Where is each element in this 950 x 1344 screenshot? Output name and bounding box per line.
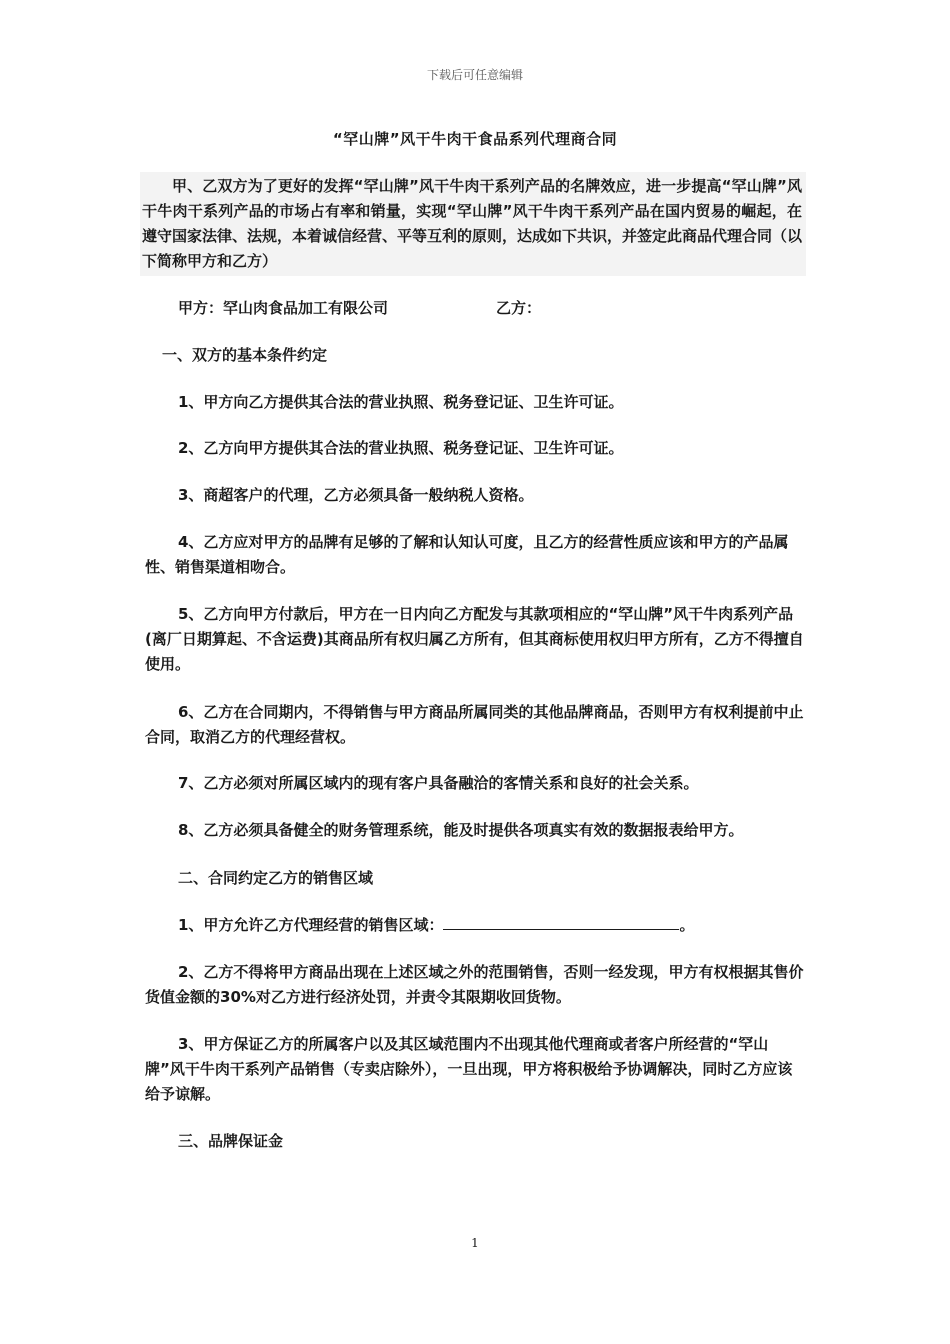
section3-heading: 三、品牌保证金 xyxy=(178,1132,284,1150)
section2-item-1-suffix: 。 xyxy=(679,916,695,934)
header-note: 下载后可任意编辑 xyxy=(426,68,523,82)
sales-region-blank xyxy=(443,915,679,930)
section2-item-1-prefix: 1、甲方允许乙方代理经营的销售区域： xyxy=(178,916,444,934)
section2-item-2: 2、乙方不得将甲方商品出现在上述区域之外的范围销售，否则一经发现，甲方有权根据其售价货值金额的30%对乙方进行经济处罚，并责令其限期收回货物。 xyxy=(145,963,804,1006)
section1-item-5: 5、乙方向甲方付款后，甲方在一日内向乙方配发与其款项相应的“罕山牌”风干牛肉系列产品(离厂日期算起、不含运费)其商品所有权归属乙方所有，但其商标使用权归甲方所有，乙方不得擅自使用。 xyxy=(145,605,804,673)
party-b: 乙方： xyxy=(496,299,542,317)
section1-item-3: 3、商超客户的代理，乙方必须具备一般纳税人资格。 xyxy=(178,486,534,504)
parties-line xyxy=(178,296,778,321)
section1-item-2: 2、乙方向甲方提供其合法的营业执照、税务登记证、卫生许可证。 xyxy=(178,439,624,457)
section1-item-7: 7、乙方必须对所属区域内的现有客户具备融洽的客情关系和良好的社会关系。 xyxy=(178,774,699,792)
document-title: “罕山牌”风干牛肉干食品系列代理商合同 xyxy=(332,130,618,148)
section1-item-4: 4、乙方应对甲方的品牌有足够的了解和认知认可度，且乙方的经营性质应该和甲方的产品属性、销售渠道相吻合。 xyxy=(145,533,789,576)
section2-item-1 xyxy=(145,913,807,938)
section1-heading: 一、双方的基本条件约定 xyxy=(162,346,328,364)
section2-item-3: 3、甲方保证乙方的所属客户以及其区域范围内不出现其他代理商或者客户所经营的“罕山牌”风干牛肉干系列产品销售（专卖店除外），一旦出现，甲方将积极给予协调解决，同时乙方应该给予谅解。 xyxy=(145,1035,793,1103)
section1-item-1: 1、甲方向乙方提供其合法的营业执照、税务登记证、卫生许可证。 xyxy=(178,393,624,411)
party-a: 甲方：罕山肉食品加工有限公司 xyxy=(178,299,389,317)
intro-paragraph: 甲、乙双方为了更好的发挥“罕山牌”风干牛肉干系列产品的名牌效应，进一步提高“罕山牌”风干牛肉干系列产品的市场占有率和销量，实现“罕山牌”风干牛肉干系列产品在国内贸易的崛起，在遵守国家法律、法规，本着诚信经营、平等互利的原则，达成如下共识，并签定此商品代理合同（以下简称甲方和乙方） xyxy=(140,172,806,276)
section1-item-6: 6、乙方在合同期内，不得销售与甲方商品所属同类的其他品牌商品，否则甲方有权利提前中止合同，取消乙方的代理经营权。 xyxy=(145,703,804,746)
page-number: 1 xyxy=(471,1236,479,1250)
section1-item-8: 8、乙方必须具备健全的财务管理系统，能及时提供各项真实有效的数据报表给甲方。 xyxy=(178,821,744,839)
section2-heading: 二、合同约定乙方的销售区域 xyxy=(178,869,374,887)
